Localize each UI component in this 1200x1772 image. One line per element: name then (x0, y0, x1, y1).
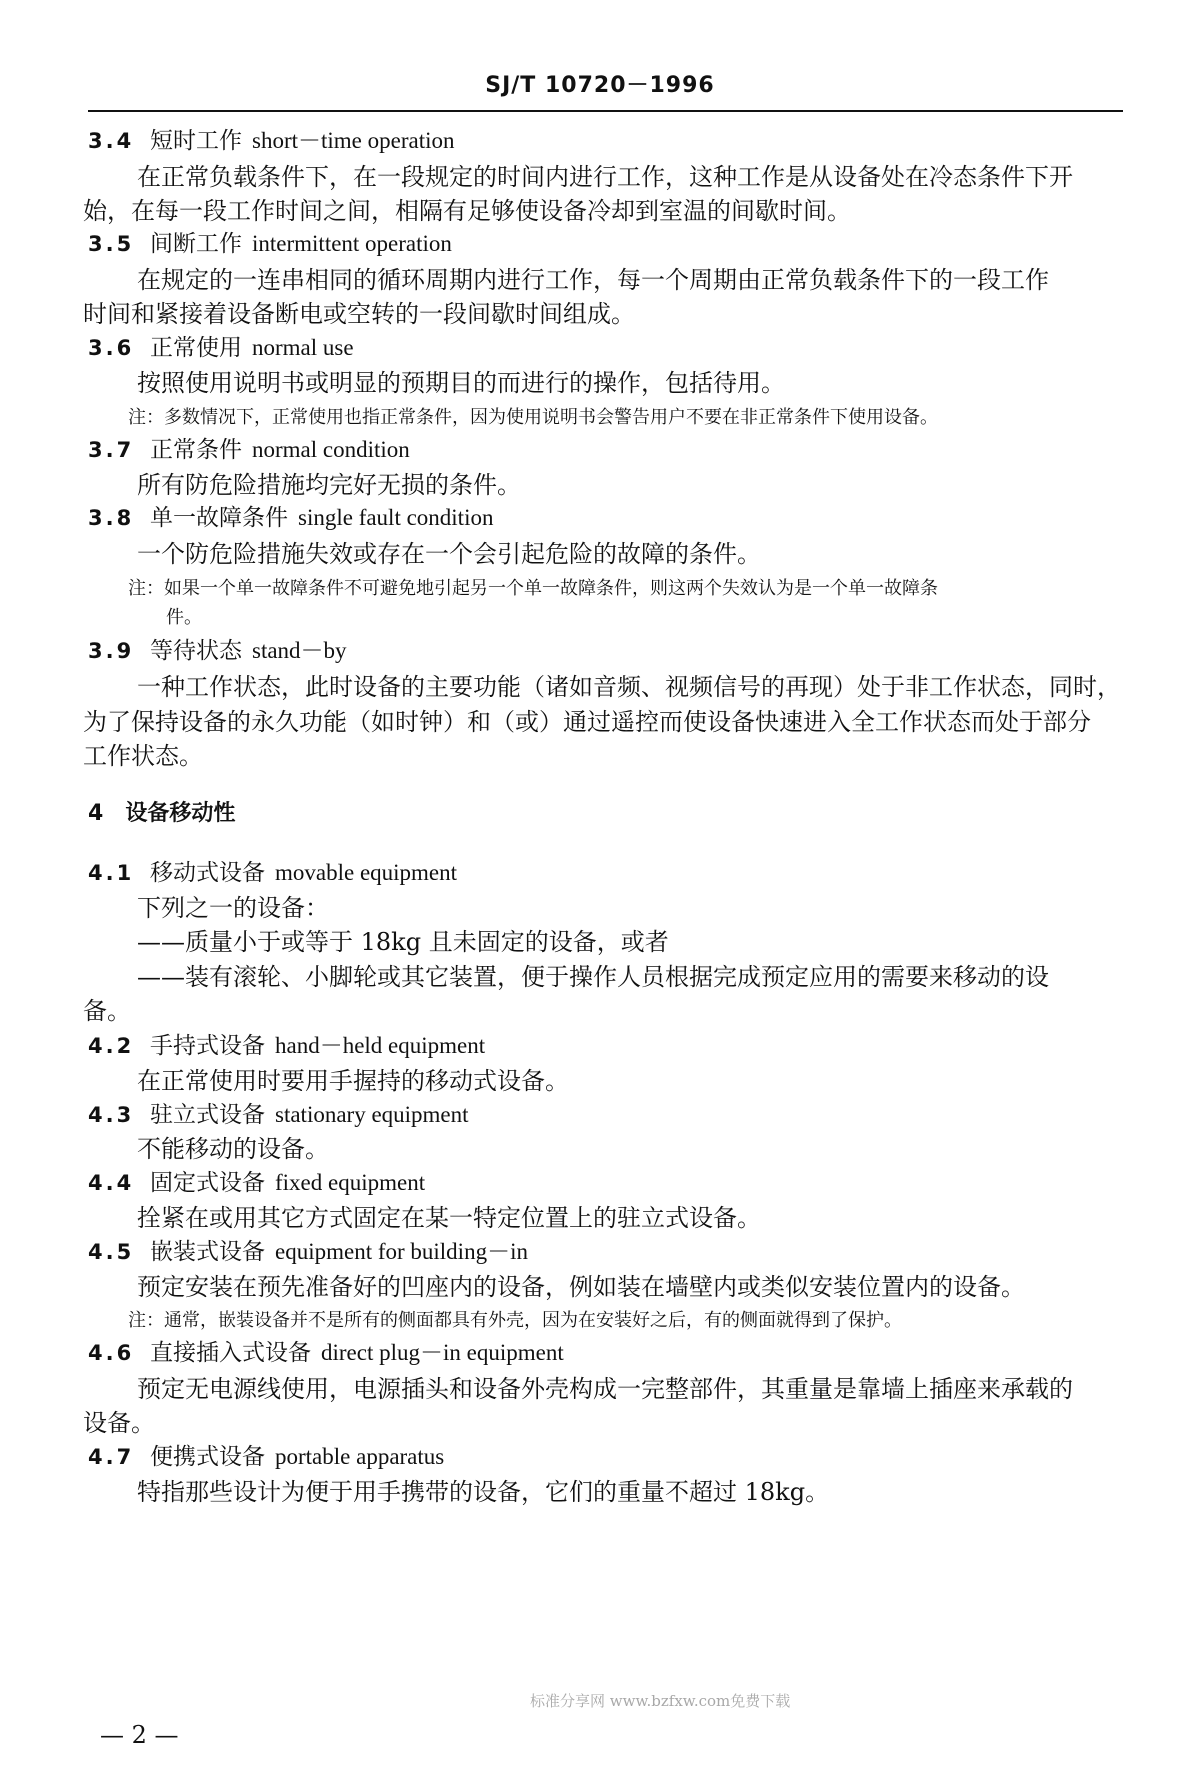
clause-term (150, 435, 410, 465)
term-zh: 驻立式设备 (150, 1102, 265, 1128)
term-en: fixed equipment (275, 1170, 426, 1195)
clause-number: 4.4 (88, 1171, 135, 1195)
clause-term (150, 1237, 528, 1267)
term-en: stationary equipment (275, 1102, 469, 1127)
clause-number: 3.4 (88, 129, 135, 153)
clause-term (150, 333, 354, 363)
clause-number: 3.7 (88, 438, 135, 462)
clause-number: 4.5 (88, 1240, 135, 1264)
clause-term (150, 1100, 469, 1130)
paragraph-line: 始，在每一段工作时间之间，相隔有足够使设备冷却到室温的间歇时间。 (83, 197, 851, 225)
paragraph-line: 不能移动的设备。 (137, 1135, 329, 1163)
clause-term (150, 1168, 425, 1198)
paragraph-line: 工作状态。 (83, 742, 203, 770)
term-en: stand－by (252, 638, 347, 663)
paragraph-line: ——质量小于或等于 18kg 且未固定的设备，或者 (137, 928, 669, 956)
section-number: 4 (88, 801, 104, 826)
term-zh: 短时工作 (150, 128, 242, 154)
paragraph-line: 为了保持设备的永久功能（如时钟）和（或）通过遥控而使设备快速进入全工作状态而处于部分 (83, 708, 1091, 736)
term-zh: 等待状态 (150, 638, 242, 664)
paragraph-line: 备。 (83, 997, 131, 1025)
paragraph-line: 所有防危险措施均完好无损的条件。 (137, 471, 521, 499)
term-en: equipment for building－in (275, 1239, 528, 1264)
watermark-text: 标准分享网 www.bzfxw.com免费下载 (530, 1692, 791, 1710)
clause-number: 4.7 (88, 1445, 135, 1469)
paragraph-line: 时间和紧接着设备断电或空转的一段间歇时间组成。 (83, 300, 635, 328)
clause-term (150, 229, 452, 259)
paragraph-line: 预定无电源线使用，电源插头和设备外壳构成一完整部件，其重量是靠墙上插座来承载的 (137, 1375, 1073, 1403)
clause-term (150, 1031, 485, 1061)
clause-number: 4.3 (88, 1103, 135, 1127)
term-zh: 正常使用 (150, 335, 242, 361)
clause-number: 3.8 (88, 506, 135, 530)
paragraph-line: 在正常负载条件下，在一段规定的时间内进行工作，这种工作是从设备处在冷态条件下开 (137, 163, 1073, 191)
paragraph-line: 预定安装在预先准备好的凹座内的设备，例如装在墙壁内或类似安装位置内的设备。 (137, 1273, 1025, 1301)
clause-number: 3.5 (88, 232, 135, 256)
term-en: short－time operation (252, 128, 455, 153)
term-en: portable apparatus (275, 1444, 445, 1469)
paragraph-line: 拴紧在或用其它方式固定在某一特定位置上的驻立式设备。 (137, 1204, 761, 1232)
clause-term (150, 1442, 444, 1472)
term-en: movable equipment (275, 860, 458, 885)
term-zh: 移动式设备 (150, 860, 265, 886)
clause-number: 3.6 (88, 336, 135, 360)
note-line: 注：多数情况下，正常使用也指正常条件，因为使用说明书会警告用户不要在非正常条件下使用设备。 (128, 407, 938, 428)
term-zh: 固定式设备 (150, 1170, 265, 1196)
standard-code-header: SJ/T 10720－1996 (485, 73, 715, 98)
clause-number: 4.2 (88, 1034, 135, 1058)
paragraph-line: 在规定的一连串相同的循环周期内进行工作，每一个周期由正常负载条件下的一段工作 (137, 266, 1049, 294)
paragraph-line: 设备。 (83, 1409, 155, 1437)
clause-number: 4.1 (88, 861, 135, 885)
paragraph-line: ——装有滚轮、小脚轮或其它装置，便于操作人员根据完成预定应用的需要来移动的设 (137, 963, 1049, 991)
term-zh: 便携式设备 (150, 1444, 265, 1470)
paragraph-line: 一个防危险措施失效或存在一个会引起危险的故障的条件。 (137, 540, 761, 568)
term-zh: 嵌装式设备 (150, 1239, 265, 1265)
note-line: 件。 (166, 607, 202, 628)
term-zh: 直接插入式设备 (150, 1340, 311, 1366)
term-en: normal condition (252, 437, 410, 462)
clause-number: 4.6 (88, 1341, 135, 1365)
clause-term (150, 503, 493, 533)
header-rule (88, 110, 1123, 112)
clause-term (150, 858, 457, 888)
section-title: 设备移动性 (125, 801, 236, 826)
term-zh: 单一故障条件 (150, 505, 288, 531)
term-en: intermittent operation (252, 231, 452, 256)
term-en: direct plug－in equipment (321, 1340, 564, 1365)
paragraph-line: 一种工作状态，此时设备的主要功能（诸如音频、视频信号的再现）处于非工作状态，同时， (137, 673, 1121, 701)
section-heading (88, 799, 235, 829)
note-line: 注：如果一个单一故障条件不可避免地引起另一个单一故障条件，则这两个失效认为是一个单一故障条 (128, 578, 938, 599)
clause-term (150, 1338, 564, 1368)
term-zh: 间断工作 (150, 231, 242, 257)
paragraph-line: 特指那些设计为便于用手携带的设备，它们的重量不超过 18kg。 (137, 1478, 830, 1506)
note-line: 注：通常，嵌装设备并不是所有的侧面都具有外壳，因为在安装好之后，有的侧面就得到了保护。 (128, 1310, 902, 1331)
paragraph-line: 按照使用说明书或明显的预期目的而进行的操作，包括待用。 (137, 369, 785, 397)
term-en: single fault condition (298, 505, 494, 530)
paragraph-line: 下列之一的设备： (137, 894, 329, 922)
page-number: — 2 — (100, 1721, 179, 1749)
term-zh: 手持式设备 (150, 1033, 265, 1059)
paragraph-line: 在正常使用时要用手握持的移动式设备。 (137, 1067, 569, 1095)
term-zh: 正常条件 (150, 437, 242, 463)
clause-term (150, 126, 455, 156)
clause-term (150, 636, 347, 666)
term-en: hand－held equipment (275, 1033, 486, 1058)
term-en: normal use (252, 335, 354, 360)
clause-number: 3.9 (88, 639, 135, 663)
